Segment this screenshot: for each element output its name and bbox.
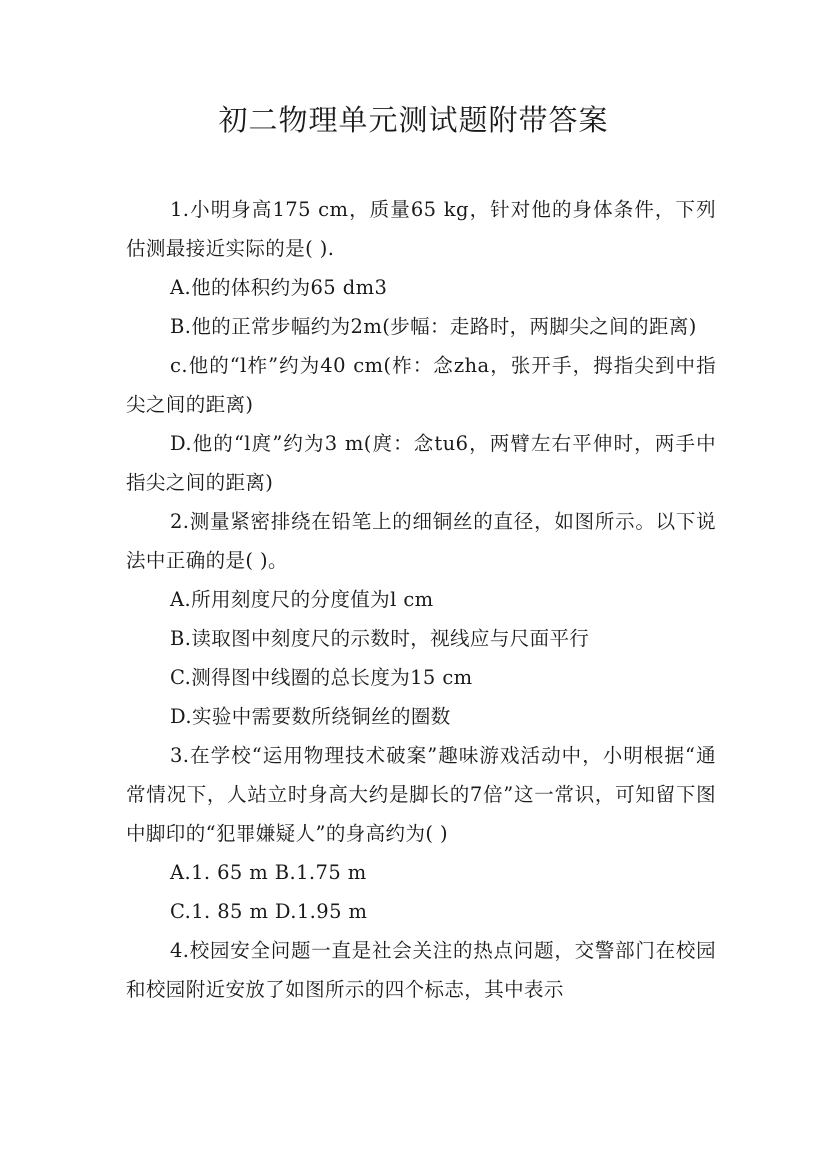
question-3-options-cd: C.1. 85 m D.1.95 m xyxy=(170,900,368,923)
question-2-option-a: A.所用刻度尺的分度值为l cm xyxy=(170,588,434,611)
question-3-options-ab: A.1. 65 m B.1.75 m xyxy=(170,861,367,884)
question-1-option-d: D.他的“l庹”约为3 m(庹：念tu6，两臂左右平伸时，两手中指尖之间的距离) xyxy=(126,432,716,494)
question-3-stem: 3.在学校“运用物理技术破案”趣味游戏活动中，小明根据“通常情况下，人站立时身高大约是脚长的7倍”这一常识，可知留下图中脚印的“犯罪嫌疑人”的身高约为( ) xyxy=(126,744,716,845)
question-1-option-c: c.他的“l柞”约为40 cm(柞：念zha，张开手，拇指尖到中指尖之间的距离) xyxy=(126,354,716,416)
document-body xyxy=(126,190,716,1009)
question-2-option-d: D.实验中需要数所绕铜丝的圈数 xyxy=(170,705,451,728)
question-1-stem: 1.小明身高175 cm，质量65 kg，针对他的身体条件，下列估测最接近实际的是( ). xyxy=(126,198,716,260)
question-1-option-a: A.他的体积约为65 dm3 xyxy=(170,276,388,299)
question-2-stem: 2.测量紧密排绕在铅笔上的细铜丝的直径，如图所示。以下说法中正确的是( )。 xyxy=(126,510,716,572)
question-2-option-c: C.测得图中线圈的总长度为15 cm xyxy=(170,666,473,689)
question-4-stem: 4.校园安全问题一直是社会关注的热点问题，交警部门在校园和校园附近安放了如图所示的四个标志，其中表示 xyxy=(126,939,716,1001)
question-1-option-b: B.他的正常步幅约为2m(步幅：走路时，两脚尖之间的距离) xyxy=(170,315,697,338)
question-2-option-b: B.读取图中刻度尺的示数时，视线应与尺面平行 xyxy=(170,627,590,650)
document-title: 初二物理单元测试题附带答案 xyxy=(218,103,609,137)
